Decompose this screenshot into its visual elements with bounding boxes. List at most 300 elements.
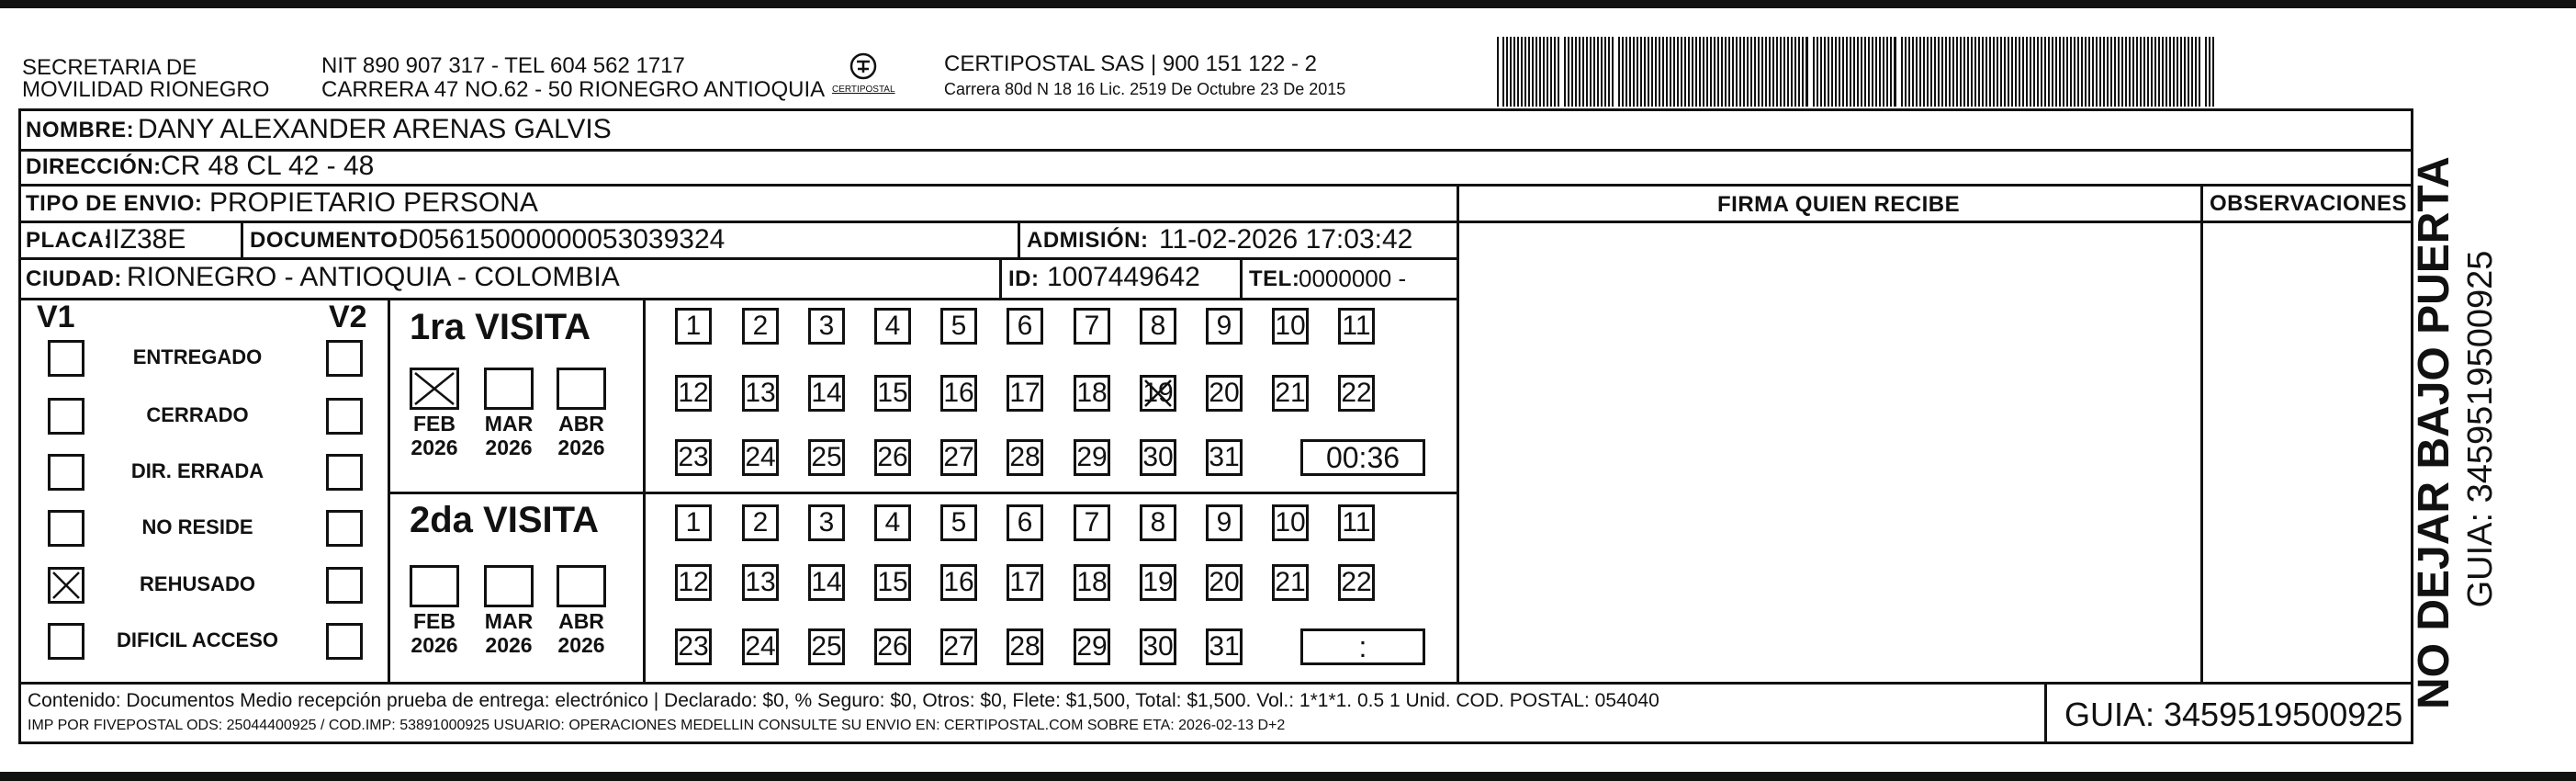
barcode-bar	[1916, 37, 1918, 107]
barcode-bar	[2011, 37, 2013, 107]
barcode-bar	[2019, 37, 2020, 107]
barcode-bar	[2088, 37, 2090, 107]
barcode-bar	[2077, 37, 2079, 107]
day-box[interactable]: 7	[1074, 504, 1110, 541]
barcode-bar	[1868, 37, 1870, 107]
day-box[interactable]: 24	[742, 628, 779, 665]
barcode-bar	[1568, 37, 1569, 107]
barcode-bar	[2180, 37, 2182, 107]
year-label: 2026	[485, 436, 533, 459]
barcode-bar	[1743, 37, 1745, 107]
v1-checkbox[interactable]	[48, 340, 84, 377]
day-box[interactable]: 31	[1206, 628, 1243, 665]
ciudad-value: RIONEGRO - ANTIOQUIA - COLOMBIA	[127, 262, 620, 292]
day-box[interactable]: 4	[874, 308, 911, 345]
visit-days-divider	[643, 298, 646, 684]
day-box[interactable]: 21	[1272, 564, 1309, 601]
barcode-bar	[1604, 37, 1606, 107]
barcode-bar	[2125, 37, 2127, 107]
barcode-bar	[1985, 37, 1987, 107]
day-box[interactable]: 24	[742, 439, 779, 476]
barcode-bar	[1517, 37, 1519, 107]
day-box[interactable]: 7	[1074, 308, 1110, 345]
barcode-bar	[2052, 37, 2053, 107]
barcode-bar	[1794, 37, 1796, 107]
placa-value: IIZ38E	[105, 224, 186, 255]
barcode-bar	[2173, 37, 2175, 107]
month-label: ABR	[558, 609, 604, 633]
barcode-bar	[1820, 37, 1822, 107]
day-box[interactable]: 6	[1007, 504, 1043, 541]
day-box[interactable]: 20	[1206, 564, 1243, 601]
barcode-bar	[1850, 37, 1851, 107]
barcode-bar	[1558, 37, 1559, 107]
day-box[interactable]: 13	[742, 375, 779, 412]
barcode-bar	[1842, 37, 1844, 107]
v2-checkbox[interactable]	[326, 398, 363, 435]
day-box[interactable]: 27	[940, 439, 977, 476]
second-visit-title: 2da VISITA	[410, 500, 599, 540]
day-box[interactable]: 18	[1074, 564, 1110, 601]
visit-separator	[388, 492, 1458, 494]
page-bottom-border	[0, 772, 2576, 781]
ciudad-label: CIUDAD:	[26, 266, 122, 291]
barcode-bar	[1971, 37, 1973, 107]
side-notice: NO DEJAR BAJO PUERTA	[2410, 156, 2458, 709]
barcode-bar	[2169, 37, 2171, 107]
org-name-line1: SECRETARIA DE	[22, 55, 197, 80]
barcode-bar	[1736, 37, 1738, 107]
barcode-bar	[1640, 37, 1642, 107]
day-box[interactable]: 1	[675, 308, 712, 345]
day-box[interactable]: 18	[1074, 375, 1110, 412]
v1-checkbox[interactable]	[48, 454, 84, 491]
barcode-bar	[1780, 37, 1782, 107]
barcode-bar	[1688, 37, 1690, 107]
day-box[interactable]: 8	[1140, 504, 1176, 541]
barcode-bar	[1982, 37, 1984, 107]
day-box[interactable]: 15	[874, 375, 911, 412]
barcode-bar	[1612, 37, 1614, 107]
day-box[interactable]: 14	[808, 564, 845, 601]
barcode-bar	[1761, 37, 1763, 107]
barcode-bar	[1747, 37, 1749, 107]
footer-guia-divider	[2044, 682, 2047, 744]
year-label: 2026	[557, 633, 605, 657]
day-box[interactable]: 5	[940, 504, 977, 541]
firma-left-line	[1457, 184, 1459, 683]
barcode-bar	[2070, 37, 2072, 107]
barcode-bar	[2107, 37, 2109, 107]
day-box[interactable]: 9	[1206, 308, 1243, 345]
barcode-bar	[2121, 37, 2123, 107]
first-visit-title: 1ra VISITA	[410, 307, 591, 347]
day-box[interactable]: 9	[1206, 504, 1243, 541]
cell-line	[1240, 257, 1243, 299]
barcode-bar	[1846, 37, 1848, 107]
barcode-bar	[1732, 37, 1734, 107]
day-box[interactable]: 10	[1272, 308, 1309, 345]
barcode-bar	[1655, 37, 1657, 107]
month-label: FEB	[413, 609, 456, 633]
day-box[interactable]: 10	[1272, 504, 1309, 541]
month-checkbox[interactable]	[484, 368, 534, 410]
barcode-bar	[1758, 37, 1760, 107]
barcode-bar	[1535, 37, 1537, 107]
direccion-value: CR 48 CL 42 - 48	[161, 151, 375, 181]
day-box[interactable]: 30	[1140, 439, 1176, 476]
barcode-bar	[1582, 37, 1584, 107]
id-value: 1007449642	[1047, 262, 1200, 292]
barcode-bar	[1776, 37, 1778, 107]
barcode-bar	[1927, 37, 1929, 107]
barcode-bar	[1637, 37, 1638, 107]
barcode-bar	[1644, 37, 1646, 107]
day-box[interactable]: 6	[1007, 308, 1043, 345]
barcode-bar	[1739, 37, 1741, 107]
day-box[interactable]: 30	[1140, 628, 1176, 665]
barcode-bar	[1941, 37, 1943, 107]
barcode-bar	[1989, 37, 1991, 107]
barcode-bar	[1706, 37, 1708, 107]
side-guia: GUIA: 3459519500925	[2461, 250, 2500, 608]
day-box[interactable]: 4	[874, 504, 911, 541]
barcode-bar	[1539, 37, 1541, 107]
barcode-bar	[2143, 37, 2145, 107]
day-box[interactable]: 1	[675, 504, 712, 541]
barcode-bar	[1750, 37, 1752, 107]
barcode-bar	[1662, 37, 1664, 107]
barcode-bar	[1839, 37, 1840, 107]
barcode-bar	[1651, 37, 1653, 107]
barcode-bar	[1575, 37, 1577, 107]
cross-mark	[1142, 378, 1174, 409]
month-checkbox[interactable]	[410, 565, 459, 607]
barcode-bar	[2205, 37, 2207, 107]
barcode-bar	[1670, 37, 1671, 107]
day-box[interactable]: 8	[1140, 308, 1176, 345]
barcode-bar	[2081, 37, 2083, 107]
day-box[interactable]: 26	[874, 628, 911, 665]
barcode-bar	[2195, 37, 2197, 107]
barcode-bar	[2209, 37, 2210, 107]
month-label: ABR	[558, 412, 604, 436]
barcode-bar	[1949, 37, 1951, 107]
tel-value: 0000000 -	[1299, 265, 1407, 292]
status-label: DIFICIL ACCESO	[116, 628, 278, 651]
barcode-bar	[2074, 37, 2075, 107]
barcode-bar	[1956, 37, 1958, 107]
barcode-bar	[1802, 37, 1804, 107]
courier-line2: Carrera 80d N 18 16 Lic. 2519 De Octubre 23 De 2015	[944, 80, 1346, 98]
barcode-bar	[1978, 37, 1980, 107]
row-line	[18, 221, 2413, 223]
barcode-bar	[1805, 37, 1808, 107]
barcode-bar	[2063, 37, 2064, 107]
barcode-bar	[1586, 37, 1588, 107]
day-box[interactable]: 29	[1074, 628, 1110, 665]
day-box[interactable]: 12	[675, 564, 712, 601]
month-checkbox[interactable]	[557, 565, 606, 607]
day-box[interactable]: 17	[1007, 564, 1043, 601]
row-line	[18, 184, 2413, 187]
barcode-bar	[1597, 37, 1599, 107]
barcode-bar	[1886, 37, 1888, 107]
barcode-bar	[1783, 37, 1785, 107]
barcode-bar	[2015, 37, 2017, 107]
barcode-bar	[1879, 37, 1881, 107]
barcode-bar	[1502, 37, 1504, 107]
barcode-bar	[2199, 37, 2200, 107]
barcode-bar	[1905, 37, 1907, 107]
barcode-bar	[1861, 37, 1862, 107]
day-box[interactable]: 2	[742, 504, 779, 541]
status-label: ENTREGADO	[132, 345, 263, 368]
barcode-bar	[2212, 37, 2214, 107]
barcode-bar	[2136, 37, 2138, 107]
day-box[interactable]: 23	[675, 439, 712, 476]
v2-checkbox[interactable]	[326, 623, 363, 660]
barcode-bar	[1497, 37, 1499, 107]
courier-line1: CERTIPOSTAL SAS | 900 151 122 - 2	[944, 51, 1317, 76]
day-box[interactable]: 22	[1338, 375, 1375, 412]
v2-checkbox[interactable]	[326, 567, 363, 604]
cell-line	[999, 257, 1002, 299]
day-box[interactable]: 2	[742, 308, 779, 345]
barcode-bar	[1506, 37, 1508, 107]
day-box[interactable]: 27	[940, 628, 977, 665]
day-box[interactable]: 11	[1338, 308, 1375, 345]
barcode-bar	[2162, 37, 2164, 107]
day-box[interactable]: 22	[1338, 564, 1375, 601]
row-line	[18, 149, 2413, 152]
observaciones-header: OBSERVACIONES	[2210, 191, 2407, 216]
day-box[interactable]: 25	[808, 439, 845, 476]
barcode-bar	[2140, 37, 2142, 107]
day-box[interactable]: 12	[675, 375, 712, 412]
barcode-bar	[1554, 37, 1556, 107]
barcode-bar	[1974, 37, 1976, 107]
barcode-bar	[2044, 37, 2046, 107]
day-box[interactable]: 25	[808, 628, 845, 665]
barcode-bar	[1908, 37, 1910, 107]
barcode-bar	[1963, 37, 1965, 107]
barcode-bar	[1853, 37, 1855, 107]
org-name-line2: MOVILIDAD RIONEGRO	[22, 77, 270, 102]
barcode-bar	[2118, 37, 2120, 107]
nit-line1: NIT 890 907 317 - TEL 604 562 1717	[321, 53, 685, 78]
v2-checkbox[interactable]	[326, 340, 363, 377]
v2-checkbox[interactable]	[326, 454, 363, 491]
barcode-bar	[1510, 37, 1512, 107]
day-box[interactable]: 5	[940, 308, 977, 345]
id-label: ID:	[1008, 266, 1040, 291]
barcode-bar	[2191, 37, 2193, 107]
barcode-bar	[2096, 37, 2098, 107]
nit-line2: CARRERA 47 NO.62 - 50 RIONEGRO ANTIOQUIA	[321, 77, 826, 102]
day-box[interactable]: 20	[1206, 375, 1243, 412]
barcode-bar	[1798, 37, 1800, 107]
barcode-bar	[2103, 37, 2105, 107]
cell-line	[1018, 221, 1020, 259]
barcode-bar	[1901, 37, 1903, 107]
day-box[interactable]: 14	[808, 375, 845, 412]
barcode-bar	[1883, 37, 1884, 107]
barcode-bar	[1721, 37, 1723, 107]
barcode-bar	[1824, 37, 1826, 107]
barcode-bar	[2099, 37, 2101, 107]
barcode-bar	[1872, 37, 1873, 107]
barcode-bar	[2033, 37, 2035, 107]
barcode-bar	[1618, 37, 1620, 107]
barcode-bar	[1633, 37, 1635, 107]
barcode-bar	[2110, 37, 2112, 107]
barcode-bar	[1952, 37, 1954, 107]
barcode-bar	[2158, 37, 2160, 107]
barcode-bar	[1543, 37, 1545, 107]
barcode-bar	[1791, 37, 1793, 107]
day-box[interactable]: 16	[940, 375, 977, 412]
barcode-bar	[1714, 37, 1715, 107]
time-box[interactable]: 00:36	[1300, 439, 1425, 476]
day-box[interactable]: 16	[940, 564, 977, 601]
barcode-bar	[1601, 37, 1603, 107]
v1-checkbox[interactable]	[48, 398, 84, 435]
barcode-bar	[2041, 37, 2042, 107]
barcode-bar	[1754, 37, 1756, 107]
barcode-bar	[1648, 37, 1649, 107]
day-box[interactable]: 13	[742, 564, 779, 601]
v1-header: V1	[37, 300, 75, 334]
placa-label: PLACA:	[26, 228, 112, 253]
footer-top-line	[18, 682, 2413, 685]
barcode-bar	[2004, 37, 2006, 107]
year-label: 2026	[411, 436, 458, 459]
barcode-bar	[2151, 37, 2153, 107]
barcode-bar	[1835, 37, 1837, 107]
day-box[interactable]: 19	[1140, 375, 1176, 412]
barcode-bar	[1960, 37, 1962, 107]
month-label: FEB	[413, 412, 456, 436]
barcode-bar	[1571, 37, 1573, 107]
barcode-bar	[2066, 37, 2068, 107]
month-label: MAR	[484, 609, 534, 633]
barcode-bar	[1528, 37, 1530, 107]
barcode-bar	[2008, 37, 2009, 107]
month-label: MAR	[484, 412, 534, 436]
barcode-bar	[1681, 37, 1682, 107]
barcode-bar	[1524, 37, 1526, 107]
barcode-bar	[2147, 37, 2149, 107]
status-label: DIR. ERRADA	[130, 459, 264, 482]
cross-mark	[412, 370, 456, 407]
day-box[interactable]: 23	[675, 628, 712, 665]
month-checkbox[interactable]	[484, 565, 534, 607]
day-box[interactable]: 26	[874, 439, 911, 476]
documento-value: D05615000000053039324	[399, 224, 726, 255]
barcode-bar	[1769, 37, 1771, 107]
logo-text: CERTIPOSTAL	[832, 85, 895, 95]
firma-header: FIRMA QUIEN RECIBE	[1717, 192, 1961, 217]
barcode-bar	[1894, 37, 1896, 107]
barcode-bar	[1629, 37, 1631, 107]
barcode-bar	[1710, 37, 1712, 107]
barcode-bar	[1717, 37, 1719, 107]
barcode-bar	[1564, 37, 1566, 107]
admision-value: 11-02-2026 17:03:42	[1159, 224, 1413, 255]
barcode-bar	[1684, 37, 1686, 107]
day-box[interactable]: 28	[1007, 439, 1043, 476]
barcode-bar	[1593, 37, 1595, 107]
day-box[interactable]: 11	[1338, 504, 1375, 541]
barcode-bar	[1875, 37, 1877, 107]
time-box[interactable]: :	[1300, 628, 1425, 665]
v1-checkbox[interactable]	[48, 623, 84, 660]
v1-checkbox[interactable]	[48, 510, 84, 547]
barcode-bar	[1703, 37, 1704, 107]
barcode-bar	[1725, 37, 1727, 107]
footer-content-line: Contenido: Documentos Medio recepción prueba de entrega: electrónico | Declarado: $0, % Seguro: $0, Otros: $0, Flete: $1,500, Total: $1,500. Vol.: 1*1*1. 0.5 1 Unid. COD. POSTAL: 054040	[28, 690, 1659, 711]
v2-header: V2	[329, 300, 367, 334]
day-box[interactable]: 15	[874, 564, 911, 601]
barcode-bar	[2092, 37, 2094, 107]
barcode-bar	[2037, 37, 2039, 107]
barcode-bar	[2048, 37, 2050, 107]
barcode-bar	[1532, 37, 1534, 107]
barcode-bar	[1923, 37, 1925, 107]
day-box[interactable]: 3	[808, 504, 845, 541]
obs-left-line	[2200, 184, 2203, 683]
v1-checkbox[interactable]	[48, 567, 84, 604]
tipo-envio-value: PROPIETARIO PERSONA	[209, 187, 538, 218]
barcode-bar	[2165, 37, 2167, 107]
day-box[interactable]: 28	[1007, 628, 1043, 665]
barcode-bar	[1967, 37, 1969, 107]
barcode-bar	[1938, 37, 1940, 107]
day-box[interactable]: 29	[1074, 439, 1110, 476]
barcode-bar	[2114, 37, 2116, 107]
month-checkbox[interactable]	[557, 368, 606, 410]
day-box[interactable]: 31	[1206, 439, 1243, 476]
barcode-bar	[1864, 37, 1866, 107]
side-panel	[2410, 108, 2576, 744]
documento-label: DOCUMENTO:	[250, 228, 406, 253]
v2-checkbox[interactable]	[326, 510, 363, 547]
barcode-bar	[1677, 37, 1679, 107]
barcode-bar	[2188, 37, 2189, 107]
barcode-bar	[2000, 37, 2002, 107]
status-label: CERRADO	[146, 403, 249, 426]
day-box[interactable]: 21	[1272, 375, 1309, 412]
barcode-bar	[1912, 37, 1914, 107]
month-checkbox[interactable]	[410, 368, 459, 410]
barcode-bar	[2177, 37, 2178, 107]
barcode-bar	[1513, 37, 1515, 107]
barcode-bar	[1622, 37, 1624, 107]
day-box[interactable]: 19	[1140, 564, 1176, 601]
barcode-bar	[1828, 37, 1829, 107]
day-box[interactable]: 17	[1007, 375, 1043, 412]
certipostal-logo	[827, 51, 900, 101]
footer-guia: GUIA: 3459519500925	[2064, 696, 2403, 733]
barcode-bar	[2030, 37, 2031, 107]
status-label: REHUSADO	[140, 572, 255, 595]
barcode-bar	[1919, 37, 1921, 107]
barcode-bar	[1934, 37, 1936, 107]
day-box[interactable]: 3	[808, 308, 845, 345]
nombre-label: NOMBRE:	[26, 118, 135, 142]
barcode-bar	[1673, 37, 1675, 107]
